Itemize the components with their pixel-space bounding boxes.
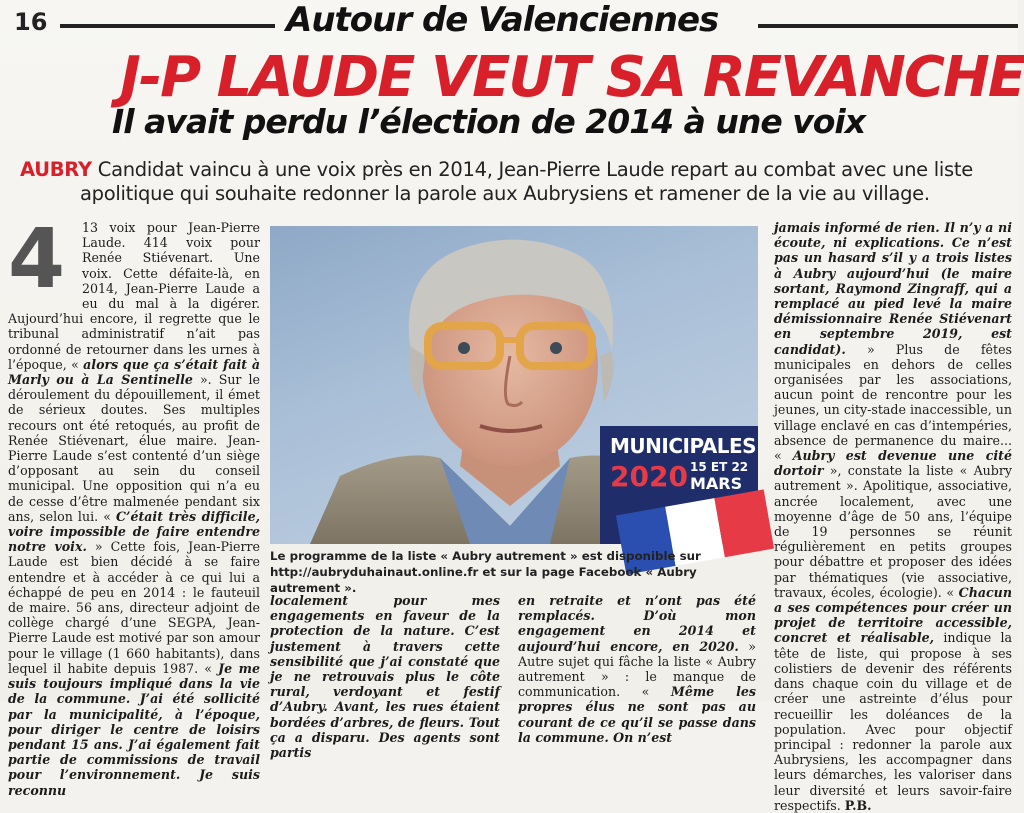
col3-text-1: » Autre sujet qui fâche la liste « Aubry autrement » : le manque de communication. « [518,638,756,700]
page-number: 16 [14,8,48,36]
col1-quote-1: alors que ça s’était fait à Marly ou à La Sentinelle [8,356,260,388]
col1-text-1: 13 voix pour Jean-Pierre Laude. 414 voix pour Renée Stiévenart. Une voix. Cette défaite-là, en 2014, Jean-Pierre Laude a eu du mal à la digérer. Aujourd’hui encore, il regrette que le tribunal administratif n’ait pas ordonné de retourner dans les urnes à l’époque, « [8,220,260,372]
article-column-2 [270,593,500,760]
badge-title: MUNICIPALES [610,434,757,458]
col4-quote-2: Aubry est devenue une cité dortoir [774,448,1012,479]
author-signature: P.B. [844,797,872,813]
lead-line-1: Candidat vaincu à une voix près en 2014, Jean-Pierre Laude repart au combat avec une liste [97,158,973,181]
article-column-1 [8,212,260,798]
location-tag: AUBRY [20,158,92,181]
lead-line-2: apolitique qui souhaite redonner la parole aux Aubrysiens et ramener de la vie au village. [80,182,930,205]
col2-quote: localement pour mes engagements en faveur de la protection de la nature. C’est justement à travers cette sensibilité que j’ai constaté que je ne retrouvais plus le côte rural, verdoyant et festif d’Aubry. Avant, les rues étaient bordées d’arbres, de fleurs. Tout ça a disparu. Des agents sont partis [270,593,500,761]
header-rule-right [758,24,1018,28]
drop-cap: 4 [8,212,66,307]
subheadline: Il avait perdu l’élection de 2014 à une voix [112,102,866,141]
photo-caption: Le programme de la liste « Aubry autrement » est disponible sur http://aubryduhainaut.online.fr et sur la page Facebook « Aubry autrement ». [270,549,701,595]
col1-text-2: ». Sur le déroulement du dépouillement, il émet de sérieux doutes. Ses multiples recours ont été retoqués, au profit de Renée Stiévenart, élue maire. Jean-Pierre Laude s’est contenté d’un siège d’opposant au sein du conseil municipal. Une opposition qui n’a eu de cesse d’être malmenée pendant six ans, selon lui. « [8,372,260,524]
section-rubric: Autour de Valenciennes [286,0,719,40]
municipales-2020-badge [600,426,758,544]
article-column-4 [774,220,1012,813]
header-rule-left [60,24,275,28]
col1-quote-3: Je me suis toujours impliqué dans la vie de la commune. J’ai été sollicité par la municipalité, à l’époque, pour diriger le centre de loisirs pendant 15 ans. J’ai également fait partie de commissions de travail pour l’environnement. Je suis reconnu [8,660,260,798]
badge-dates: 15 ET 22 [690,460,749,474]
lead-paragraph [20,158,1010,206]
col1-text-3: » Cette fois, Jean-Pierre Laude est bien décidé à se faire entendre et à accéder à ce qui lui a échappé de peu en 2014 : le fauteuil de maire. 56 ans, directeur adjoint de collège chargé d’une SEGPA, Jean-Pierre Laude est motivé par son amour pour le village (1 660 habitants), dans lequel il habite depuis 1987. « [8,539,260,676]
col4-text-1: » Plus de fêtes municipales en dehors de celles organisées par les associations, aucun point de rencontre pour les jeunes, un city-stade inaccessible, un village enclavé en cas d’intempéries, absence de permanence du maire... « [774,341,1012,464]
col3-quote-2: Même les propres élus ne sont pas au courant de ce qu’il se passe dans la commune. On n’est [518,684,756,745]
headline: J-P LAUDE VEUT SA REVANCHE [120,45,1024,110]
col4-quote-1: jamais informé de rien. Il n’y a ni écoute, ni explications. Ce n’est pas un hasard s’il y a trois listes à Aubry aujourd’hui (le maire sortant, Raymond Zingraff, qui a remplacé au pied levé la maire démissionnaire Renée Stiévenart en septembre 2019, est candidat). [774,220,1012,357]
badge-year: 2020 [610,460,688,493]
col4-text-3: indique la tête de liste, qui propose à ses colistiers de devenir des référents dans chaque coin du village et de créer une astreinte d’élus pour recueillir les doléances de la population. Avec pour objectif principal : redonner la parole aux Aubrysiens, les accompagner dans leurs démarches, les valoriser dans leur diversité et leurs savoir-faire respectifs. [774,630,1012,813]
col1-quote-2: C’était très difficile, voire impossible de faire entendre notre voix. [8,508,260,555]
badge-month: MARS [690,474,743,493]
article-column-3 [518,593,756,745]
col4-text-2: », constate la liste « Aubry autrement ». Apolitique, associative, ancrée localement, avec une moyenne d’âge de 50 ans, l’équipe de 19 personnes se réunit régulièrement en petits groupes pour débattre et proposer des idées par thématiques (vie associative, travaux, écoles, écologie). « [774,463,1012,600]
col3-quote-1: en retraite et n’ont pas été remplacés. D’où mon engagement en 2014 et aujourd’hui encore, en 2020. [518,593,756,654]
col4-quote-3: Chacun a ses compétences pour créer un projet de territoire accessible, concret et réalisable, [774,584,1012,646]
